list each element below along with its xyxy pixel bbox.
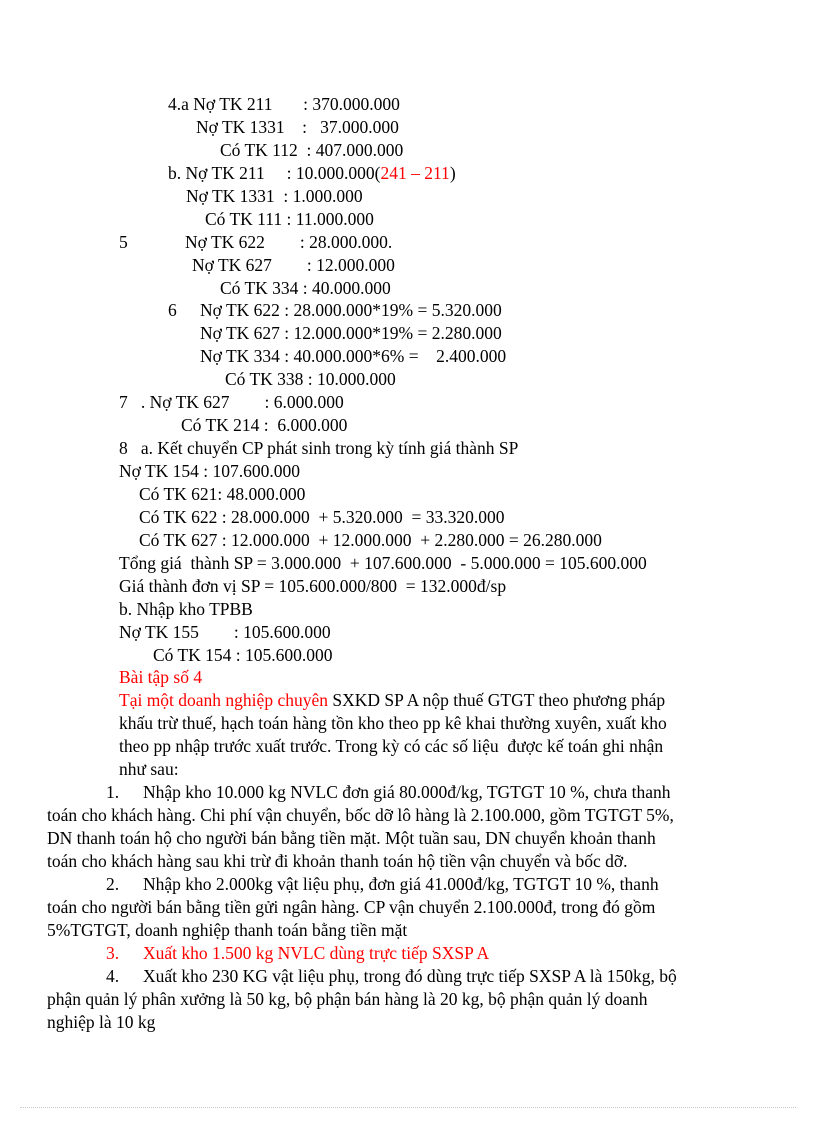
entry-4a-debit-1331: Nợ TK 1331 : 37.000.000	[196, 117, 399, 137]
item-1-line-1: Nhập kho 10.000 kg NVLC đơn giá 80.000đ/kg, TGTGT 10 %, chưa thanh	[143, 782, 671, 802]
item-3-number: 3.	[106, 943, 120, 963]
exercise-title: Bài tập số 4	[119, 667, 203, 687]
entry-4b-text: b. Nợ TK 211 : 10.000.000(	[168, 163, 381, 183]
unit-cost-line: Giá thành đơn vị SP = 105.600.000/800 = 132.000đ/sp	[119, 576, 507, 596]
entry-4b-account-note: 241 – 211	[380, 163, 450, 183]
entry-8a-credit-621: Có TK 621: 48.000.000	[139, 484, 306, 504]
item-4-line-3: nghiệp là 10 kg	[47, 1012, 156, 1032]
item-2-number: 2.	[106, 874, 120, 894]
intro-highlight: Tại một doanh nghiệp chuyên	[119, 690, 328, 710]
item-2-line-1: Nhập kho 2.000kg vật liệu phụ, đơn giá 41.000đ/kg, TGTGT 10 %, thanh	[143, 874, 659, 894]
entry-6-debit-627: Nợ TK 627 : 12.000.000*19% = 2.280.000	[200, 323, 502, 343]
entry-8a-heading: 8 a. Kết chuyển CP phát sinh trong kỳ tính giá thành SP	[119, 438, 519, 458]
entry-8b-debit-155: Nợ TK 155 : 105.600.000	[119, 622, 331, 642]
exercise-intro-line-2: khấu trừ thuế, hạch toán hàng tồn kho theo pp kê khai thường xuyên, xuất kho	[119, 713, 667, 733]
entry-8b-heading: b. Nhập kho TPBB	[119, 599, 253, 619]
item-1-number: 1.	[106, 782, 120, 802]
entry-7-credit-214: Có TK 214 : 6.000.000	[181, 415, 348, 435]
entry-4b-debit-211	[168, 162, 456, 184]
entry-6-number: 6	[168, 300, 177, 320]
entry-7-debit-627: 7 . Nợ TK 627 : 6.000.000	[119, 392, 344, 412]
total-cost-line: Tổng giá thành SP = 3.000.000 + 107.600.000 - 5.000.000 = 105.600.000	[119, 553, 647, 573]
item-1-line-2: toán cho khách hàng. Chi phí vận chuyển, bốc dỡ lô hàng là 2.100.000, gồm TGTGT 5%,	[47, 805, 674, 825]
entry-4a-credit-112: Có TK 112 : 407.000.000	[220, 140, 404, 160]
item-4-line-1: Xuất kho 230 KG vật liệu phụ, trong đó dùng trực tiếp SXSP A là 150kg, bộ	[143, 966, 677, 986]
item-4-line-2: phận quản lý phân xưởng là 50 kg, bộ phận bán hàng là 20 kg, bộ phận quản lý doanh	[47, 989, 648, 1009]
entry-4b-credit-111: Có TK 111 : 11.000.000	[205, 209, 374, 229]
entry-6-debit-622: Nợ TK 622 : 28.000.000*19% = 5.320.000	[200, 300, 502, 320]
entry-5-debit-627: Nợ TK 627 : 12.000.000	[192, 255, 395, 275]
exercise-intro-line-4: như sau:	[119, 759, 179, 779]
entry-5-debit-622: Nợ TK 622 : 28.000.000.	[185, 232, 393, 252]
entry-6-debit-334: Nợ TK 334 : 40.000.000*6% = 2.400.000	[200, 346, 507, 366]
entry-4b-debit-1331: Nợ TK 1331 : 1.000.000	[186, 186, 363, 206]
entry-4a-debit-211: 4.a Nợ TK 211 : 370.000.000	[168, 94, 400, 114]
item-2-line-3: 5%TGTGT, doanh nghiệp thanh toán bằng tiền mặt	[47, 920, 408, 940]
item-1-line-3: DN thanh toán hộ cho người bán bằng tiền mặt. Một tuần sau, DN chuyển khoản thanh	[47, 828, 656, 848]
entry-8a-debit-154: Nợ TK 154 : 107.600.000	[119, 461, 301, 481]
entry-5-credit-334: Có TK 334 : 40.000.000	[220, 278, 391, 298]
item-2-line-2: toán cho người bán bằng tiền gửi ngân hàng. CP vận chuyển 2.100.000đ, trong đó gồm	[47, 897, 656, 917]
page-footer-divider	[20, 1107, 796, 1108]
entry-8a-credit-622: Có TK 622 : 28.000.000 + 5.320.000 = 33.320.000	[139, 507, 505, 527]
intro-rest: SXKD SP A nộp thuế GTGT theo phương pháp	[327, 690, 666, 710]
exercise-intro-line-1	[119, 689, 665, 711]
item-1-line-4: toán cho khách hàng sau khi trừ đi khoản thanh toán hộ tiền vận chuyển và bốc dỡ.	[47, 851, 628, 871]
exercise-intro-line-3: theo pp nhập trước xuất trước. Trong kỳ có các số liệu được kế toán ghi nhận	[119, 736, 664, 756]
entry-6-credit-338: Có TK 338 : 10.000.000	[225, 369, 396, 389]
entry-8b-credit-154: Có TK 154 : 105.600.000	[153, 645, 333, 665]
item-4-number: 4.	[106, 966, 120, 986]
entry-4b-close-paren: )	[449, 163, 456, 183]
entry-5-number: 5	[119, 232, 128, 252]
item-3-line-1: Xuất kho 1.500 kg NVLC dùng trực tiếp SXSP A	[143, 943, 490, 963]
entry-8a-credit-627: Có TK 627 : 12.000.000 + 12.000.000 + 2.280.000 = 26.280.000	[139, 530, 602, 550]
